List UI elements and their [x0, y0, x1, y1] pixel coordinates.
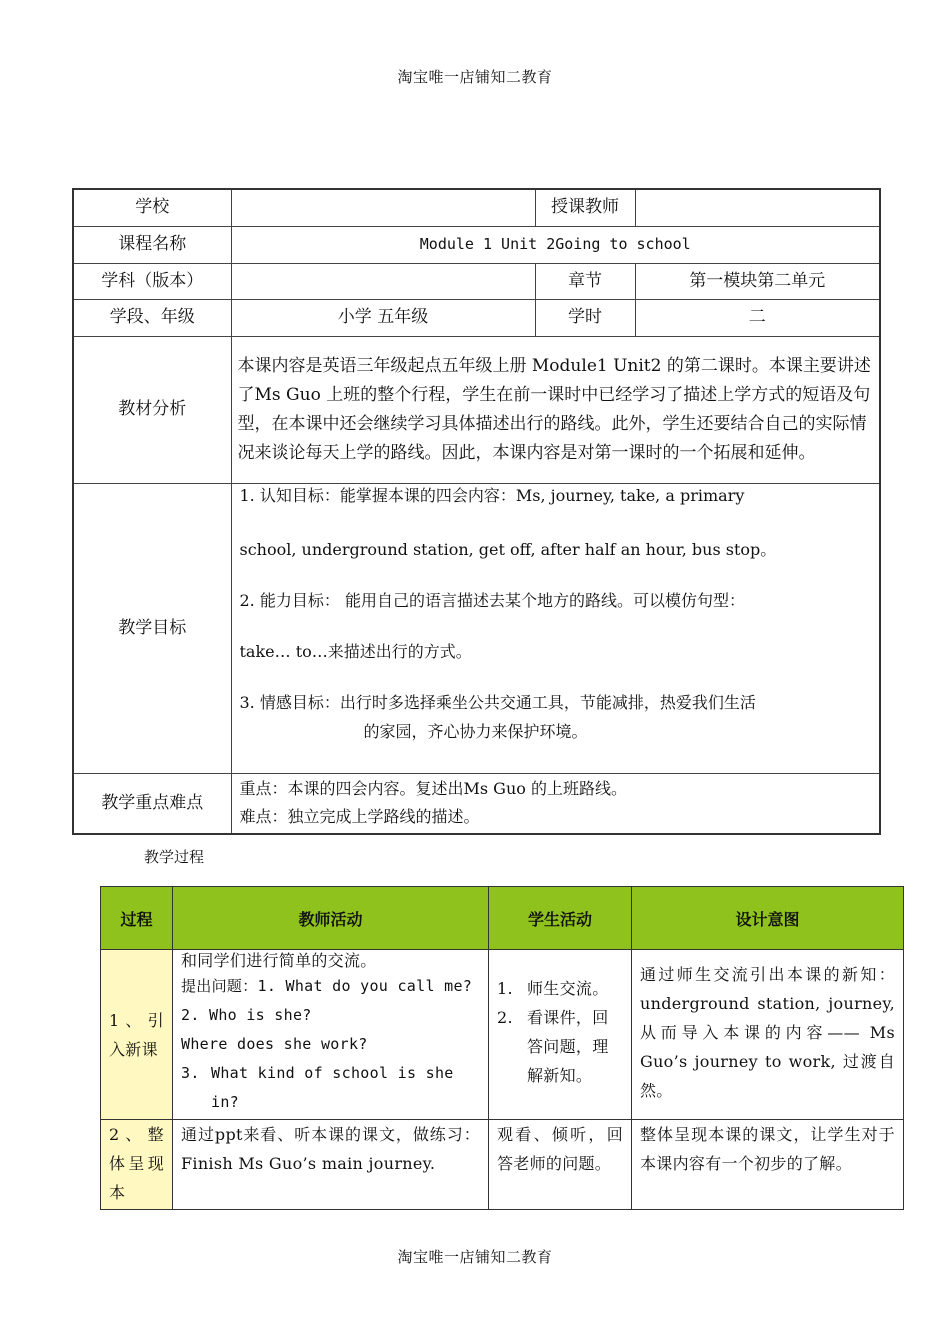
stage-2: 2、整体呈现本 — [101, 1120, 173, 1210]
key-points-label: 教学重点难点 — [73, 773, 231, 834]
goal-1-line-b: school, underground station, get off, after half an hour, bus stop。 — [239, 539, 777, 559]
goal-2-line-b: take… to…来描述出行的方式。 — [239, 641, 472, 661]
subject-value — [231, 263, 535, 299]
student-item-1-text: 师生交流。 — [527, 979, 609, 998]
page-footer: 淘宝唯一店铺知二教育 — [397, 1248, 553, 1266]
hours-label: 学时 — [535, 299, 635, 336]
difficult-point: 难点：独立完成上学路线的描述。 — [239, 807, 480, 827]
header-teacher-activity: 教师活动 — [173, 887, 489, 950]
student-activity-1 — [489, 950, 632, 1120]
teacher-label: 授课教师 — [535, 189, 635, 226]
course-label: 课程名称 — [73, 226, 231, 263]
analysis-text: 本课内容是英语三年级起点五年级上册 Module1 Unit2 的第二课时。本课主要讲述了Ms Guo 上班的整个行程，学生在前一课时中已经学习了描述上学方式的短语及句型，在本课中还会继续学习具体描述出行的路线。此外，学生还要结合自己的实际情况来谈论每天上学的路线。因此，本课内容是对第一课时的一个拓展和延伸。 — [231, 336, 880, 483]
school-value — [231, 189, 535, 226]
student-item-1-num: 1. — [497, 979, 513, 998]
grade-value: 小学 五年级 — [231, 299, 535, 336]
teaching-process-table — [100, 886, 904, 1210]
lesson-info-table — [72, 188, 881, 835]
analysis-label: 教材分析 — [73, 336, 231, 483]
design-intent-1: 通过师生交流引出本课的新知： underground station, journey, 从而导入本课的内容—— Ms Guo’s journey to work, 过渡自然。 — [632, 950, 904, 1120]
goals-label: 教学目标 — [73, 483, 231, 773]
key-points-content — [231, 773, 880, 834]
student-item-1 — [497, 974, 623, 1003]
teacher-activity-1 — [173, 950, 489, 1120]
teacher-question-3-num: 3. — [181, 1064, 200, 1082]
teacher-activity-2: 通过ppt来看、听本课的课文，做练习：Finish Ms Guo’s main journey. — [173, 1120, 489, 1210]
hours-value: 二 — [635, 299, 880, 336]
teacher-activity-1-line-0: 和同学们进行简单的交流。 — [181, 951, 377, 970]
goal-1-line-a: 1. 认知目标：能掌握本课的四会内容：Ms, journey, take, a primary — [239, 485, 745, 505]
student-item-2-num: 2. — [497, 1008, 513, 1027]
goal-2-line-a: 2. 能力目标： 能用自己的语言描述去某个地方的路线。可以模仿句型： — [239, 590, 745, 610]
student-activity-2: 观看、倾听，回答老师的问题。 — [489, 1120, 632, 1210]
header-stage: 过程 — [101, 887, 173, 950]
student-item-2 — [497, 1003, 623, 1090]
subject-label: 学科（版本） — [73, 263, 231, 299]
goal-3-line-a: 3. 情感目标：出行时多选择乘坐公共交通工具，节能减排，热爱我们生活 — [239, 692, 756, 712]
stage-1: 1、引入新课 — [101, 950, 173, 1120]
design-intent-2: 整体呈现本课的课文，让学生对于本课内容有一个初步的了解。 — [632, 1120, 904, 1210]
header-student-activity: 学生活动 — [489, 887, 632, 950]
section-title: 教学过程 — [144, 848, 205, 866]
student-item-2-text: 看课件，回答问题，理解新知。 — [527, 1008, 609, 1085]
teacher-question-3-text: What kind of school is she in? — [211, 1064, 454, 1111]
goal-3-line-b: 的家园，齐心协力来保护环境。 — [363, 721, 588, 741]
school-label: 学校 — [73, 189, 231, 226]
header-design-intent: 设计意图 — [632, 887, 904, 950]
course-value: Module 1 Unit 2Going to school — [231, 226, 880, 263]
teacher-question-3 — [181, 1059, 480, 1117]
chapter-value: 第一模块第二单元 — [635, 263, 880, 299]
key-point: 重点：本课的四会内容。复述出Ms Guo 的上班路线。 — [239, 779, 627, 799]
goals-content — [231, 483, 880, 773]
teacher-value — [635, 189, 880, 226]
teacher-activity-1-line-2: Where does she work? — [181, 1035, 368, 1053]
teacher-activity-1-line-1: 提出问题：1. What do you call me? 2. Who is she? — [181, 977, 473, 1024]
grade-label: 学段、年级 — [73, 299, 231, 336]
page-header: 淘宝唯一店铺知二教育 — [397, 68, 553, 86]
chapter-label: 章节 — [535, 263, 635, 299]
